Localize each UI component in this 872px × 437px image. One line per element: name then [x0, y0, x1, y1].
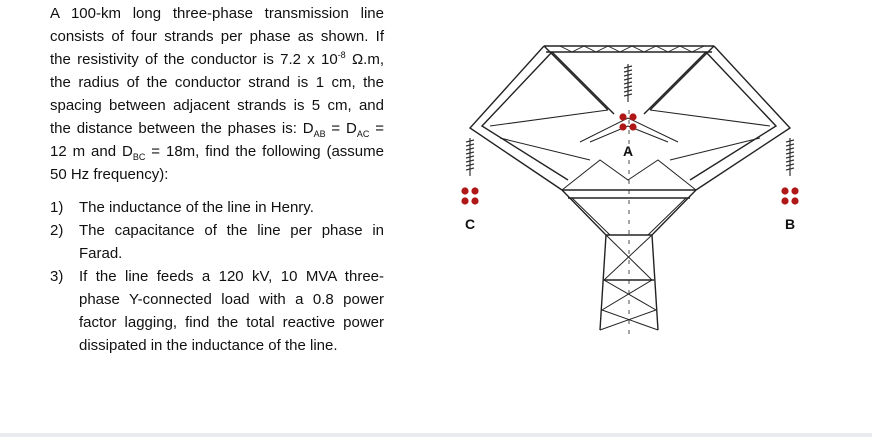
question-list: [50, 196, 384, 357]
insulator-b: [786, 138, 794, 176]
strand-bundle-c: [461, 187, 478, 204]
question-item: 1) The inductance of the line in Henry.: [50, 199, 314, 216]
phase-label-b: B: [784, 216, 796, 232]
phase-label-c: C: [464, 216, 476, 232]
insulator-c: [466, 138, 474, 176]
problem-intro: A 100-km long three-phase transmission line consists of four strands per phase as shown. If the resistivity of the conductor is 7.2 x $10^{-8}$ Ω.m, the radius of the conductor strand is 1 cm, the spacing between adjacent strands is 5 cm, and the distance between the phases is: $D_{AB} = D_{AC} = 12$ m and $D_{BC} = 18m$, find the following (assume 50 Hz frequency):: [50, 5, 385, 183]
question-item: 3) If the line feeds a 120 kV, 10 MVA three-phase Y-connected load with a 0.8 power factor lagging, find the total reactive power dissipated in the inductance of the line.: [50, 268, 384, 354]
problem-statement: [50, 2, 384, 357]
strand-bundle-b: [781, 187, 798, 204]
bottom-edge: [0, 433, 872, 437]
strand-bundle-a: [619, 113, 636, 130]
insulator-a: [624, 64, 632, 102]
transmission-tower-diagram: [440, 30, 820, 350]
question-item: 2) The capacitance of the line per phase in Farad.: [50, 222, 384, 262]
phase-label-a: A: [622, 143, 634, 159]
